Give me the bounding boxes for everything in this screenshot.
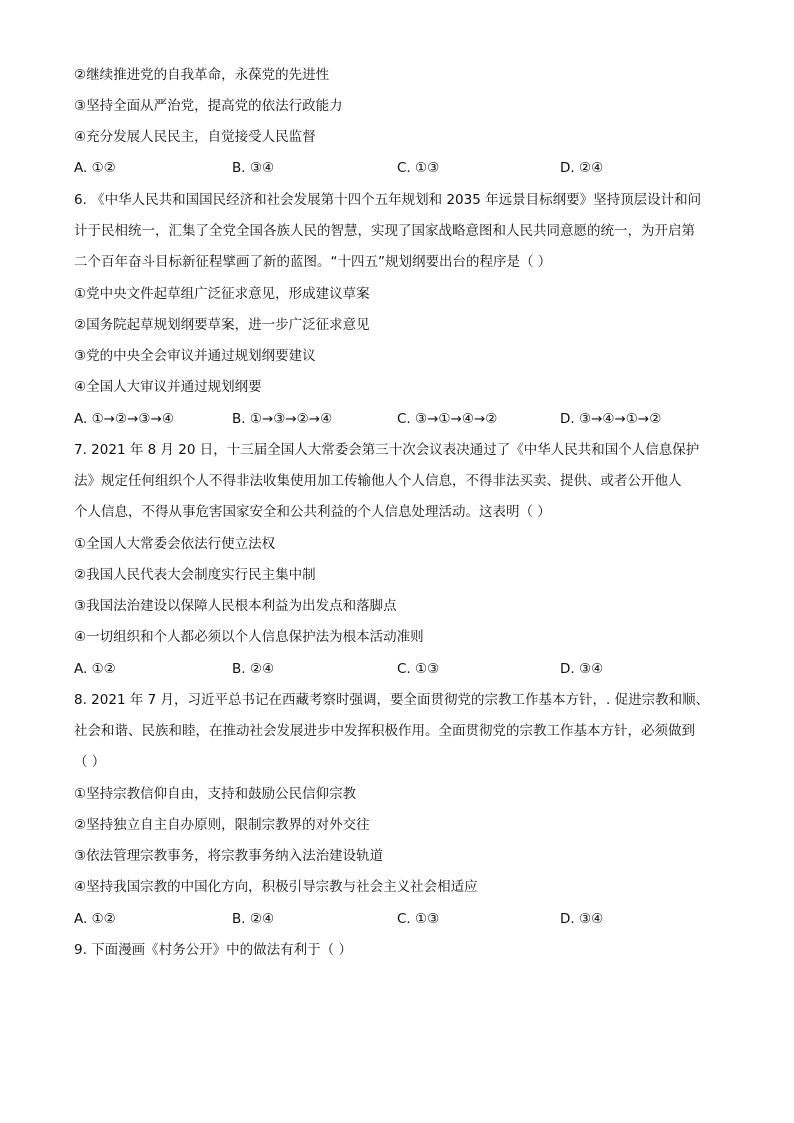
q6-item-4: ④全国人大审议并通过规划纲要: [74, 379, 262, 395]
q6-option-a: A. ①→②→③→④: [74, 411, 174, 427]
q6-option-b: B. ①→③→②→④: [232, 411, 333, 427]
q8-item-3: ③依法管理宗教事务，将宗教事务纳入法治建设轨道: [74, 848, 384, 864]
q7-option-d: D. ③④: [560, 661, 604, 677]
q5-option-d: D. ②④: [560, 160, 604, 176]
q8-item-1: ①坚持宗教信仰自由，支持和鼓励公民信仰宗教: [74, 786, 357, 802]
q8-stem-line-2: 社会和谐、民族和睦，在推动社会发展进步中发挥积极作用。全面贯彻党的宗教工作基本方针，必须做到: [74, 723, 695, 739]
q7-item-2: ②我国人民代表大会制度实行民主集中制: [74, 567, 316, 583]
q8-option-b: B. ②④: [232, 911, 275, 927]
q8-stem-line-3: （ ）: [74, 754, 106, 770]
q8-option-d: D. ③④: [560, 911, 604, 927]
q6-stem-line-1: 6. 《中华人民共和国国民经济和社会发展第十四个五年规划和 2035 年远景目标纲要》坚持顶层设计和问: [74, 192, 702, 208]
q5-item-4: ④充分发展人民民主，自觉接受人民监督: [74, 129, 316, 145]
q8-option-c: C. ①③: [397, 911, 440, 927]
q6-option-d: D. ③→④→①→②: [560, 411, 662, 427]
q8-item-4: ④坚持我国宗教的中国化方向，积极引导宗教与社会主义社会相适应: [74, 879, 478, 895]
q8-item-2: ②坚持独立自主自办原则，限制宗教界的对外交往: [74, 817, 370, 833]
q7-stem-line-3: 个人信息，不得从事危害国家安全和公共利益的个人信息处理活动。这表明（ ）: [74, 504, 551, 520]
q5-option-c: C. ①③: [397, 160, 440, 176]
q8-stem-line-1: 8. 2021 年 7 月，习近平总书记在西藏考察时强调，要全面贯彻党的宗教工作基本方针，. 促进宗教和顺、: [74, 692, 710, 708]
q5-options: [74, 159, 734, 177]
q7-stem-line-2: 法》规定任何组织个人不得非法收集使用加工传输他人个人信息，不得非法买卖、提供、或者公开他人: [74, 473, 682, 489]
q6-stem-line-3: 二个百年奋斗目标新征程擘画了新的蓝图。“十四五”规划纲要出台的程序是（ ）: [74, 254, 552, 270]
q7-item-1: ①全国人大常委会依法行使立法权: [74, 536, 276, 552]
q5-option-a: A. ①②: [74, 160, 116, 176]
q6-option-c: C. ③→①→④→②: [397, 411, 498, 427]
q8-options: [74, 910, 734, 928]
q5-option-b: B. ③④: [232, 160, 275, 176]
q5-item-3: ③坚持全面从严治党，提高党的依法行政能力: [74, 98, 343, 114]
q6-item-3: ③党的中央全会审议并通过规划纲要建议: [74, 348, 316, 364]
q8-option-a: A. ①②: [74, 911, 116, 927]
q7-options: [74, 660, 734, 678]
q7-option-b: B. ②④: [232, 661, 275, 677]
q7-stem-line-1: 7. 2021 年 8 月 20 日，十三届全国人大常委会第三十次会议表决通过了《中华人民共和国个人信息保护: [74, 442, 700, 458]
q7-option-c: C. ①③: [397, 661, 440, 677]
q7-item-3: ③我国法治建设以保障人民根本利益为出发点和落脚点: [74, 598, 397, 614]
q6-options: [74, 410, 734, 428]
q7-item-4: ④一切组织和个人都必须以个人信息保护法为根本活动准则: [74, 629, 424, 645]
q7-option-a: A. ①②: [74, 661, 116, 677]
q6-item-1: ①党中央文件起草组广泛征求意见，形成建议草案: [74, 286, 370, 302]
q6-stem-line-2: 计于民相统一，汇集了全党全国各族人民的智慧，实现了国家战略意图和人民共同意愿的统一，为开启第: [74, 223, 695, 239]
q9-stem-line-1: 9. 下面漫画《村务公开》中的做法有利于（ ）: [74, 942, 352, 958]
q6-item-2: ②国务院起草规划纲要草案，进一步广泛征求意见: [74, 317, 370, 333]
q5-item-2: ②继续推进党的自我革命，永葆党的先进性: [74, 67, 330, 83]
